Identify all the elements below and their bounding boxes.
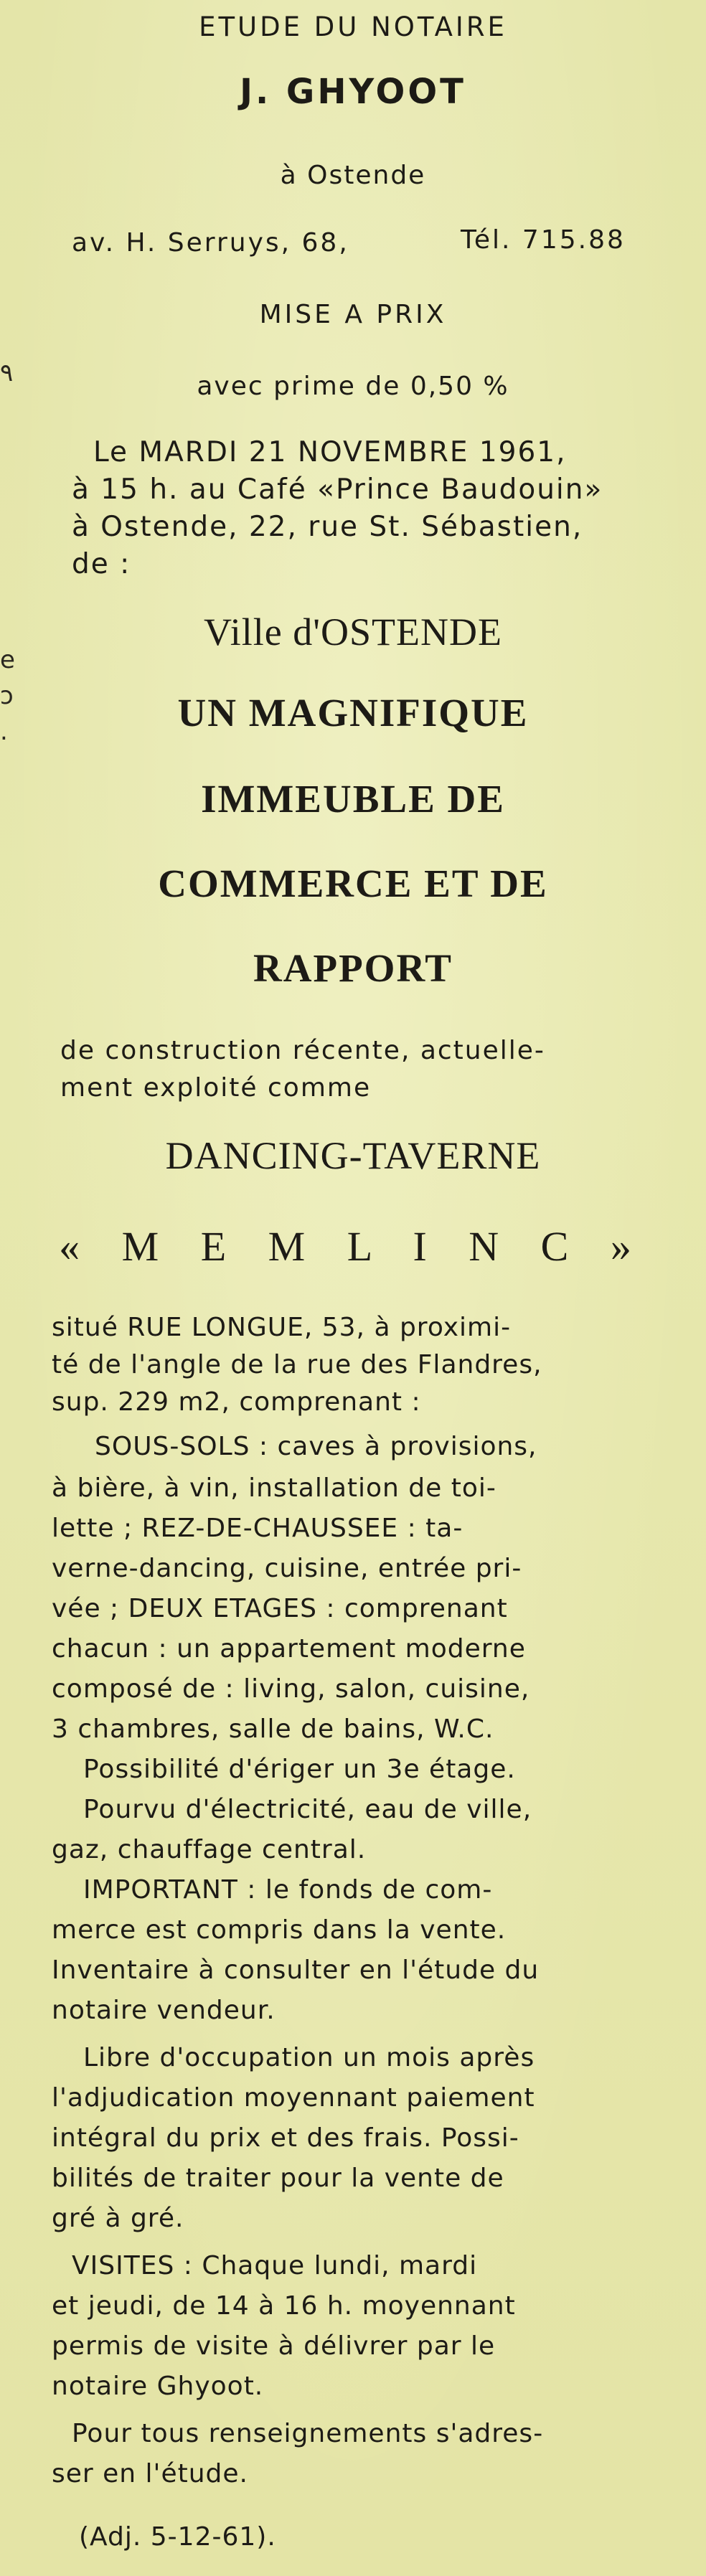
- title-line-1: UN MAGNIFIQUE: [177, 691, 529, 735]
- body-line: intégral du prix et des frais. Possi-: [52, 2123, 519, 2153]
- auction-time-place: à 15 h. au Café «Prince Baudouin»: [72, 473, 603, 506]
- body-line: ser en l'étude.: [52, 2459, 248, 2488]
- business-name: « M E M L I N C »: [59, 1223, 647, 1270]
- body-line: lette ; REZ-DE-CHAUSSEE : ta-: [52, 1514, 463, 1543]
- body-line: sup. 229 m2, comprenant :: [52, 1387, 421, 1417]
- premium-note: avec prime de 0,50 %: [197, 372, 509, 401]
- body-line: bilités de traiter pour la vente de: [52, 2164, 504, 2193]
- body-line: Pour tous renseignements s'adres-: [72, 2419, 544, 2448]
- body-line: chacun : un appartement moderne: [52, 1634, 526, 1664]
- notary-name: J. GHYOOT: [240, 72, 466, 112]
- description-line-1: de construction récente, actuelle-: [60, 1036, 545, 1065]
- notary-office-heading: ETUDE DU NOTAIRE: [199, 11, 507, 42]
- body-line: à bière, à vin, installation de toi-: [52, 1473, 496, 1503]
- body-line: situé RUE LONGUE, 53, à proximi-: [52, 1313, 512, 1342]
- body-line: Possibilité d'ériger un 3e étage.: [83, 1755, 516, 1784]
- margin-fragment-mark: ٩: [0, 359, 14, 387]
- property-city: Ville d'OSTENDE: [204, 610, 502, 654]
- adjudication-date: (Adj. 5-12-61).: [79, 2522, 276, 2552]
- body-line: vée ; DEUX ETAGES : comprenant: [52, 1594, 508, 1623]
- title-line-3: COMMERCE ET DE: [158, 862, 548, 905]
- body-line: notaire Ghyoot.: [52, 2372, 264, 2401]
- description-line-2: ment exploité comme: [60, 1073, 372, 1103]
- margin-fragment-mark: .: [0, 717, 8, 746]
- body-line: l'adjudication moyennant paiement: [52, 2083, 535, 2113]
- body-line: Inventaire à consulter en l'étude du: [52, 1955, 540, 1985]
- title-line-2: IMMEUBLE DE: [201, 777, 505, 821]
- margin-fragment-mark: e: [0, 646, 15, 674]
- body-line: Pourvu d'électricité, eau de ville,: [83, 1795, 532, 1824]
- notary-address: av. H. Serruys, 68,: [72, 228, 349, 258]
- body-line: et jeudi, de 14 à 16 h. moyennant: [52, 2291, 516, 2321]
- body-line: composé de : living, salon, cuisine,: [52, 1674, 530, 1704]
- body-line: gaz, chauffage central.: [52, 1835, 367, 1864]
- auction-date: Le MARDI 21 NOVEMBRE 1961,: [93, 436, 567, 468]
- body-line: IMPORTANT : le fonds de com-: [83, 1875, 493, 1905]
- body-line: Libre d'occupation un mois après: [83, 2043, 535, 2072]
- body-line: notaire vendeur.: [52, 1996, 276, 2025]
- auction-address: à Ostende, 22, rue St. Sébastien,: [72, 511, 583, 543]
- notary-phone: Tél. 715.88: [461, 225, 626, 255]
- body-line: 3 chambres, salle de bains, W.C.: [52, 1714, 494, 1744]
- title-line-4: RAPPORT: [253, 946, 453, 990]
- body-line: gré à gré.: [52, 2204, 184, 2233]
- body-line: SOUS-SOLS : caves à provisions,: [95, 1432, 537, 1461]
- body-line: merce est compris dans la vente.: [52, 1915, 507, 1945]
- body-line: permis de visite à délivrer par le: [52, 2331, 496, 2361]
- auction-de: de :: [72, 548, 131, 580]
- reserve-price-heading: MISE A PRIX: [259, 300, 447, 329]
- body-line: té de l'angle de la rue des Flandres,: [52, 1350, 542, 1379]
- margin-fragment-mark: ɔ: [0, 681, 14, 710]
- notary-city: à Ostende: [280, 161, 426, 190]
- body-line: VISITES : Chaque lundi, mardi: [72, 2251, 478, 2280]
- business-type: DANCING-TAVERNE: [165, 1134, 541, 1177]
- body-line: verne-dancing, cuisine, entrée pri-: [52, 1554, 522, 1583]
